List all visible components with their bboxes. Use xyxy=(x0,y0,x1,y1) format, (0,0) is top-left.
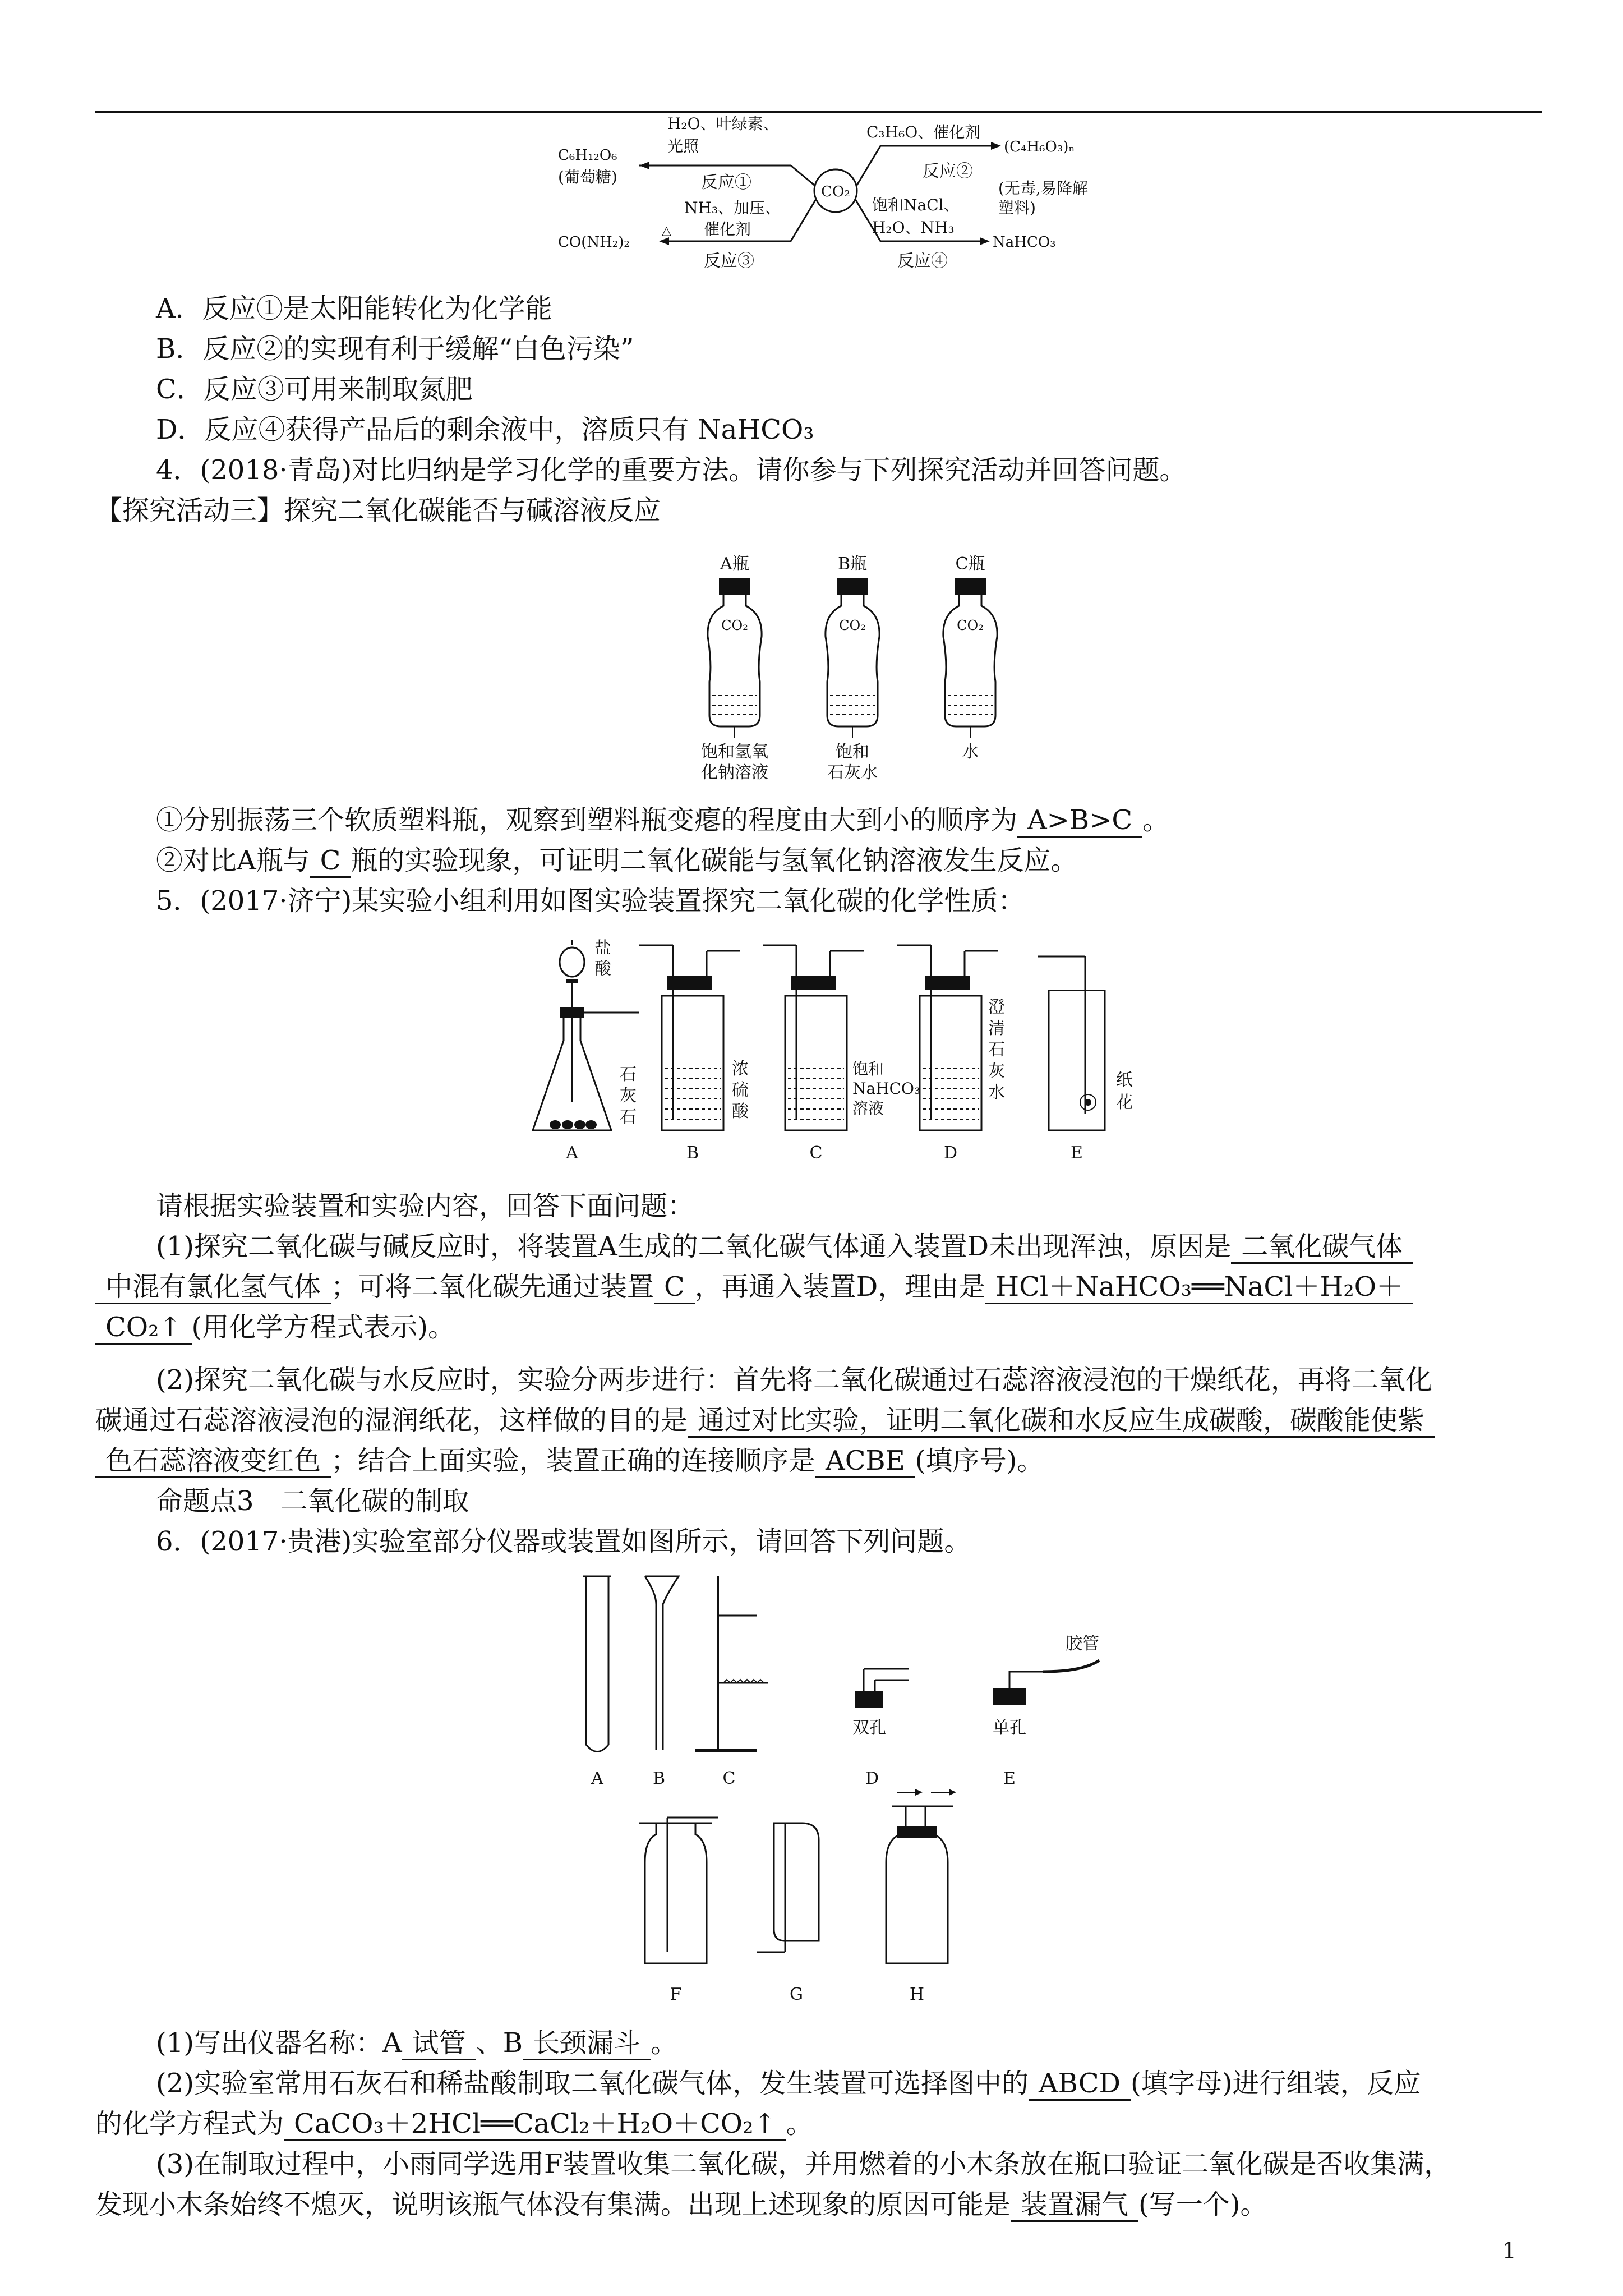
svg-text:CO₂: CO₂ xyxy=(721,618,748,633)
svg-text:反应②: 反应② xyxy=(923,162,973,181)
svg-text:D: D xyxy=(865,1769,879,1788)
svg-text:盐: 盐 xyxy=(594,938,611,958)
svg-text:反应③: 反应③ xyxy=(704,251,754,269)
svg-text:水: 水 xyxy=(988,1083,1005,1102)
svg-text:C₃H₆O、催化剂: C₃H₆O、催化剂 xyxy=(866,123,981,141)
svg-text:催化剂: 催化剂 xyxy=(704,220,751,238)
answer-blank: 通过对比实验，证明二氧化碳和水反应生成碳酸，碳酸能使紫 xyxy=(688,1405,1435,1438)
instrument-a xyxy=(583,1576,611,1752)
instrument-f xyxy=(639,1818,718,1963)
svg-text:溶液: 溶液 xyxy=(852,1099,884,1117)
q6-part3-line2: 发现小木条始终不熄灭，说明该瓶气体没有集满。出现上述现象的原因可能是 装置漏气 (写一个)。 xyxy=(95,2188,1267,2222)
svg-text:△: △ xyxy=(662,224,671,238)
svg-text:灰: 灰 xyxy=(620,1086,637,1106)
answer-blank: 长颈漏斗 xyxy=(523,2027,651,2060)
q4-bottles-figure xyxy=(673,553,1054,788)
page-number: 1 xyxy=(1502,2238,1516,2264)
answer-blank: C xyxy=(310,845,351,878)
q5-part1-line1: (1)探究二氧化碳与碱反应时，将装置A生成的二氧化碳气体通入装置D未出现浑浊，原因是 二氧化碳气体 xyxy=(156,1230,1413,1264)
answer-blank: 试管 xyxy=(402,2027,476,2060)
svg-text:双孔: 双孔 xyxy=(852,1718,886,1738)
q6-stem: 6．(2017·贵港)实验室部分仪器或装置如图所示，请回答下列问题。 xyxy=(156,1526,971,1557)
svg-text:C瓶: C瓶 xyxy=(955,554,985,574)
answer-blank: 二氧化碳气体 xyxy=(1231,1231,1413,1264)
q5-part2-line1: (2)探究二氧化碳与水反应时，实验分两步进行：首先将二氧化碳通过石蕊溶液浸泡的干燥纸花，再将二氧化 xyxy=(156,1364,1432,1396)
svg-text:石: 石 xyxy=(988,1040,1005,1060)
answer-blank: 色石蕊溶液变红色 xyxy=(95,1445,331,1478)
bottle-a xyxy=(701,554,768,783)
svg-text:饱和NaCl、: 饱和NaCl、 xyxy=(872,196,960,214)
svg-text:胶管: 胶管 xyxy=(1066,1634,1099,1654)
q4-part1: ①分别振荡三个软质塑料瓶，观察到塑料瓶变瘪的程度由大到小的顺序为 A>B>C 。 xyxy=(156,803,1169,838)
svg-text:饱和氢氧: 饱和氢氧 xyxy=(701,742,768,762)
q6-part2-line1: (2)实验室常用石灰石和稀盐酸制取二氧化碳气体，发生装置可选择图中的 ABCD (填字母)进行组装，反应 xyxy=(156,2067,1421,2101)
svg-text:硫: 硫 xyxy=(732,1080,749,1100)
q3-option-d: D．反应④获得产品后的剩余液中，溶质只有 NaHCO₃ xyxy=(156,414,814,445)
q5-apparatus-figure xyxy=(527,934,1155,1164)
q4-part2: ②对比A瓶与 C 瓶的实验现象，可证明二氧化碳能与氢氧化钠溶液发生反应。 xyxy=(156,844,1077,878)
svg-text:化钠溶液: 化钠溶液 xyxy=(701,763,768,783)
svg-text:CO₂: CO₂ xyxy=(839,618,866,633)
svg-text:酸: 酸 xyxy=(732,1102,749,1121)
svg-text:C: C xyxy=(809,1143,823,1163)
instrument-c xyxy=(695,1576,768,1750)
instrument-g xyxy=(757,1823,819,1952)
svg-text:(无毒,易降解: (无毒,易降解 xyxy=(998,179,1088,197)
bottle-b xyxy=(826,554,879,783)
q6-part1: (1)写出仪器名称：A 试管 、B 长颈漏斗 。 xyxy=(156,2026,677,2060)
co2-reaction-scheme xyxy=(555,112,1105,269)
svg-text:B瓶: B瓶 xyxy=(837,554,868,574)
svg-text:石: 石 xyxy=(620,1065,637,1084)
answer-blank: C xyxy=(654,1271,695,1304)
answer-blank: 中混有氯化氢气体 xyxy=(95,1271,331,1304)
answer-blank: ACBE xyxy=(815,1445,915,1478)
q6-part3-line1: (3)在制取过程中，小雨同学选用F装置收集二氧化碳，并用燃着的小木条放在瓶口验证二氧化碳是否收集满， xyxy=(156,2148,1451,2180)
svg-text:(葡萄糖): (葡萄糖) xyxy=(558,168,617,186)
instrument-b xyxy=(645,1576,679,1750)
svg-text:NH₃、加压、: NH₃、加压、 xyxy=(684,199,781,217)
svg-text:A: A xyxy=(566,1143,578,1163)
svg-text:光照: 光照 xyxy=(667,137,699,155)
svg-text:NaHCO₃: NaHCO₃ xyxy=(852,1079,921,1098)
svg-text:E: E xyxy=(1071,1143,1083,1163)
svg-text:C₆H₁₂O₆: C₆H₁₂O₆ xyxy=(558,147,617,164)
svg-text:酸: 酸 xyxy=(594,959,611,979)
answer-blank: A>B>C xyxy=(1017,804,1142,838)
svg-text:清: 清 xyxy=(988,1019,1005,1038)
q3-option-c: C．反应③可用来制取氮肥 xyxy=(156,374,473,405)
svg-text:A瓶: A瓶 xyxy=(720,554,749,574)
svg-text:H: H xyxy=(909,1985,925,2004)
q5-part1-line2: 中混有氯化氢气体 ；可将二氧化碳先通过装置 C ，再通入装置D，理由是 HCl＋NaHCO₃══NaCl＋H₂O＋ xyxy=(95,1270,1413,1304)
svg-text:B: B xyxy=(686,1143,699,1163)
svg-text:E: E xyxy=(1003,1769,1016,1788)
svg-text:G: G xyxy=(790,1985,803,2004)
svg-text:反应④: 反应④ xyxy=(897,251,948,269)
svg-text:饱和: 饱和 xyxy=(836,742,869,762)
svg-text:B: B xyxy=(652,1769,666,1788)
apparatus-b xyxy=(639,945,749,1130)
instrument-d xyxy=(852,1669,909,1738)
q5-stem: 5．(2017·济宁)某实验小组利用如图实验装置探究二氧化碳的化学性质： xyxy=(156,885,1025,917)
answer-blank: HCl＋NaHCO₃══NaCl＋H₂O＋ xyxy=(985,1271,1413,1304)
apparatus-a xyxy=(533,938,639,1130)
q5-intro: 请根据实验装置和实验内容，回答下面问题： xyxy=(156,1190,695,1222)
answer-blank: ABCD xyxy=(1029,2068,1131,2101)
svg-text:CO₂: CO₂ xyxy=(957,618,984,633)
svg-text:反应①: 反应① xyxy=(701,173,751,192)
section-heading: 命题点3 二氧化碳的制取 xyxy=(156,1485,469,1517)
bottle-c xyxy=(943,554,997,762)
q4-activity: 【探究活动三】探究二氧化碳能否与碱溶液反应 xyxy=(95,495,661,526)
q3-option-b: B．反应②的实现有利于缓解“白色污染” xyxy=(156,333,634,365)
svg-text:F: F xyxy=(670,1985,682,2004)
q5-part2-line3: 色石蕊溶液变红色 ；结合上面实验，装置正确的连接顺序是 ACBE (填序号)。 xyxy=(95,1444,1044,1478)
svg-text:C: C xyxy=(722,1769,736,1788)
svg-text:花: 花 xyxy=(1116,1093,1133,1112)
svg-text:D: D xyxy=(943,1143,958,1163)
svg-text:H₂O、NH₃: H₂O、NH₃ xyxy=(872,218,955,237)
svg-text:饱和: 饱和 xyxy=(852,1060,884,1078)
q5-part1-line3: CO₂↑ (用化学方程式表示)。 xyxy=(95,1310,455,1345)
answer-blank: CaCO₃＋2HCl══CaCl₂＋H₂O＋CO₂↑ xyxy=(284,2108,786,2141)
svg-text:石: 石 xyxy=(620,1107,637,1127)
q4-stem: 4．(2018·青岛)对比归纳是学习化学的重要方法。请你参与下列探究活动并回答问题。 xyxy=(156,454,1187,486)
instrument-h xyxy=(886,1789,956,1963)
q3-option-a: A．反应①是太阳能转化为化学能 xyxy=(156,293,552,324)
apparatus-c xyxy=(763,945,920,1130)
answer-blank: 装置漏气 xyxy=(1011,2189,1138,2222)
instrument-e xyxy=(993,1634,1099,1738)
q6-apparatus-figure xyxy=(561,1571,1122,2008)
q5-part2-line2: 碳通过石蕊溶液浸泡的湿润纸花，这样做的目的是 通过对比实验，证明二氧化碳和水反应生成碳酸，碳酸能使紫 xyxy=(95,1404,1435,1438)
svg-text:纸: 纸 xyxy=(1116,1070,1133,1090)
svg-text:NaHCO₃: NaHCO₃ xyxy=(993,234,1056,251)
svg-text:浓: 浓 xyxy=(732,1059,749,1079)
svg-text:CO(NH₂)₂: CO(NH₂)₂ xyxy=(558,234,630,251)
svg-text:澄: 澄 xyxy=(988,997,1005,1017)
scheme-center: CO₂ xyxy=(821,183,850,200)
apparatus-e xyxy=(1038,956,1133,1130)
svg-text:石灰水: 石灰水 xyxy=(827,763,878,783)
svg-text:H₂O、叶绿素、: H₂O、叶绿素、 xyxy=(667,114,779,133)
svg-text:水: 水 xyxy=(962,742,979,762)
svg-text:塑料): 塑料) xyxy=(998,199,1036,217)
svg-text:单孔: 单孔 xyxy=(993,1718,1026,1738)
q6-part2-line2: 的化学方程式为 CaCO₃＋2HCl══CaCl₂＋H₂O＋CO₂↑ 。 xyxy=(95,2107,813,2141)
svg-text:灰: 灰 xyxy=(988,1061,1005,1081)
answer-blank: CO₂↑ xyxy=(95,1312,192,1345)
svg-text:A: A xyxy=(591,1769,603,1788)
svg-text:(C₄H₆O₃)ₙ: (C₄H₆O₃)ₙ xyxy=(1004,139,1075,155)
apparatus-d xyxy=(897,945,1005,1130)
